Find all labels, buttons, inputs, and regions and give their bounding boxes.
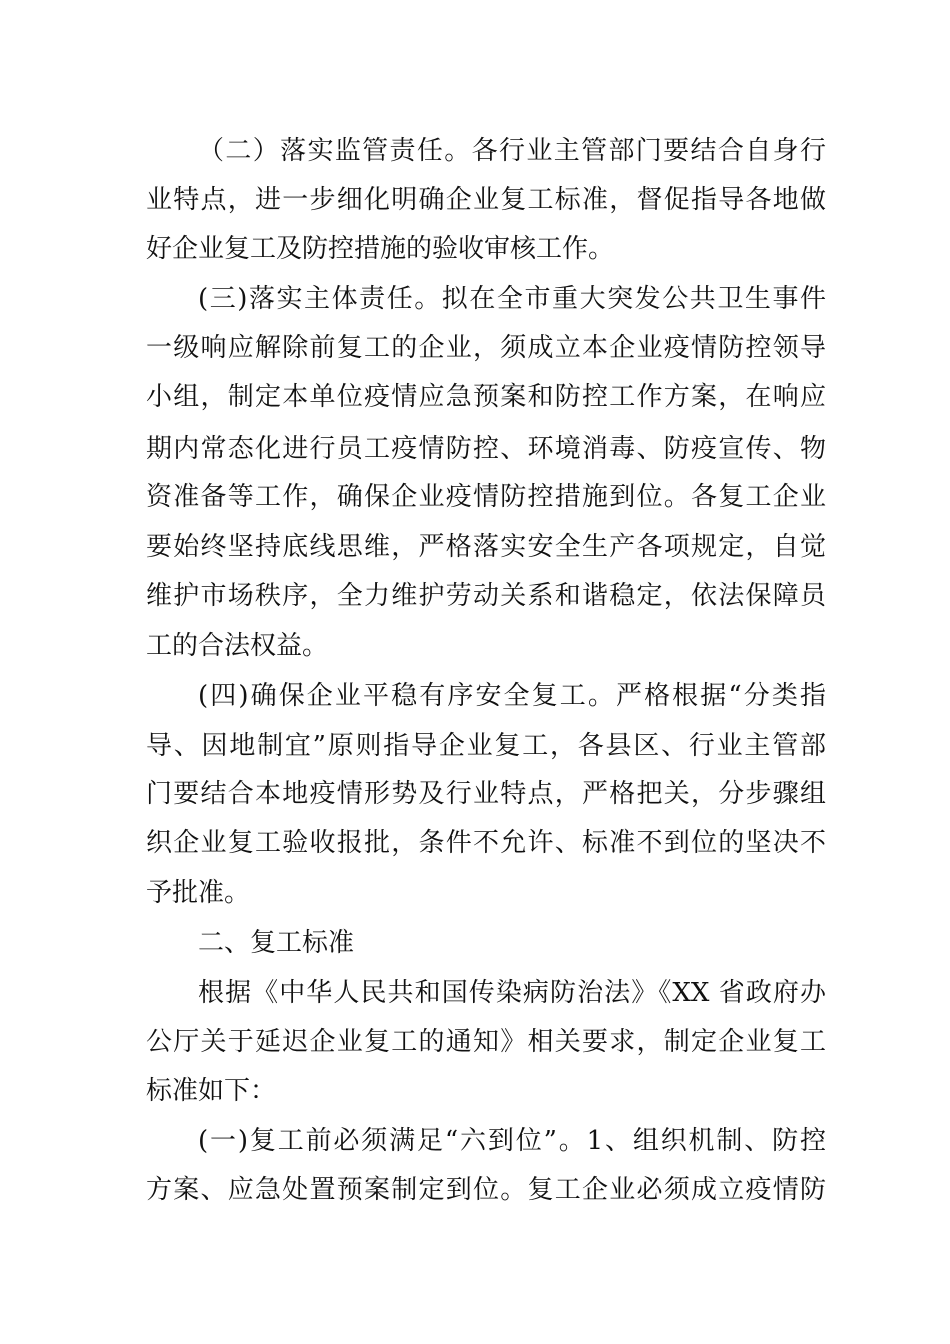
paragraph-3-line-4: 期内常态化进行员工疫情防控、环境消毒、防疫宣传、物 — [146, 434, 826, 464]
paragraph-5-line-2: 公厅关于延迟企业复工的通知》相关要求，制定企业复工 — [146, 1027, 826, 1057]
paragraph-3-line-1: (三)落实主体责任。拟在全市重大突发公共卫生事件 — [198, 284, 826, 314]
paragraph-3-line-8: 工的合法权益。 — [146, 631, 329, 661]
paragraph-3-line-6: 要始终坚持底线思维，严格落实安全生产各项规定，自觉 — [146, 532, 826, 562]
paragraph-3-line-3: 小组，制定本单位疫情应急预案和防控工作方案，在响应 — [146, 382, 826, 412]
paragraph-4-line-1: (四)确保企业平稳有序安全复工。严格根据“分类指 — [198, 681, 826, 711]
paragraph-5-line-1: 根据《中华人民共和国传染病防治法》《XX 省政府办 — [198, 978, 826, 1008]
paragraph-2-line-1: （二）落实监管责任。各行业主管部门要结合自身行 — [198, 136, 826, 166]
paragraph-6-line-2: 方案、应急处置预案制定到位。复工企业必须成立疫情防 — [146, 1175, 826, 1205]
section-heading: 二、复工标准 — [198, 928, 355, 958]
paragraph-4-line-4: 织企业复工验收报批，条件不允许、标准不到位的坚决不 — [146, 828, 826, 858]
paragraph-4-line-5: 予批准。 — [146, 878, 251, 908]
paragraph-2-line-3: 好企业复工及防控措施的验收审核工作。 — [146, 234, 615, 264]
paragraph-4-line-2: 导、因地制宜”原则指导企业复工，各县区、行业主管部 — [146, 731, 826, 761]
paragraph-2-line-2: 业特点，进一步细化明确企业复工标准，督促指导各地做 — [146, 185, 826, 215]
paragraph-3-line-7: 维护市场秩序，全力维护劳动关系和谐稳定，依法保障员 — [146, 581, 826, 611]
paragraph-6-line-1: (一)复工前必须满足“六到位”。1、组织机制、防控 — [198, 1126, 826, 1156]
paragraph-3-line-2: 一级响应解除前复工的企业，须成立本企业疫情防控领导 — [146, 333, 826, 363]
paragraph-3-line-5: 资准备等工作，确保企业疫情防控措施到位。各复工企业 — [146, 482, 826, 512]
paragraph-4-line-3: 门要结合本地疫情形势及行业特点，严格把关，分步骤组 — [146, 779, 826, 809]
paragraph-5-line-3: 标准如下： — [146, 1076, 277, 1106]
